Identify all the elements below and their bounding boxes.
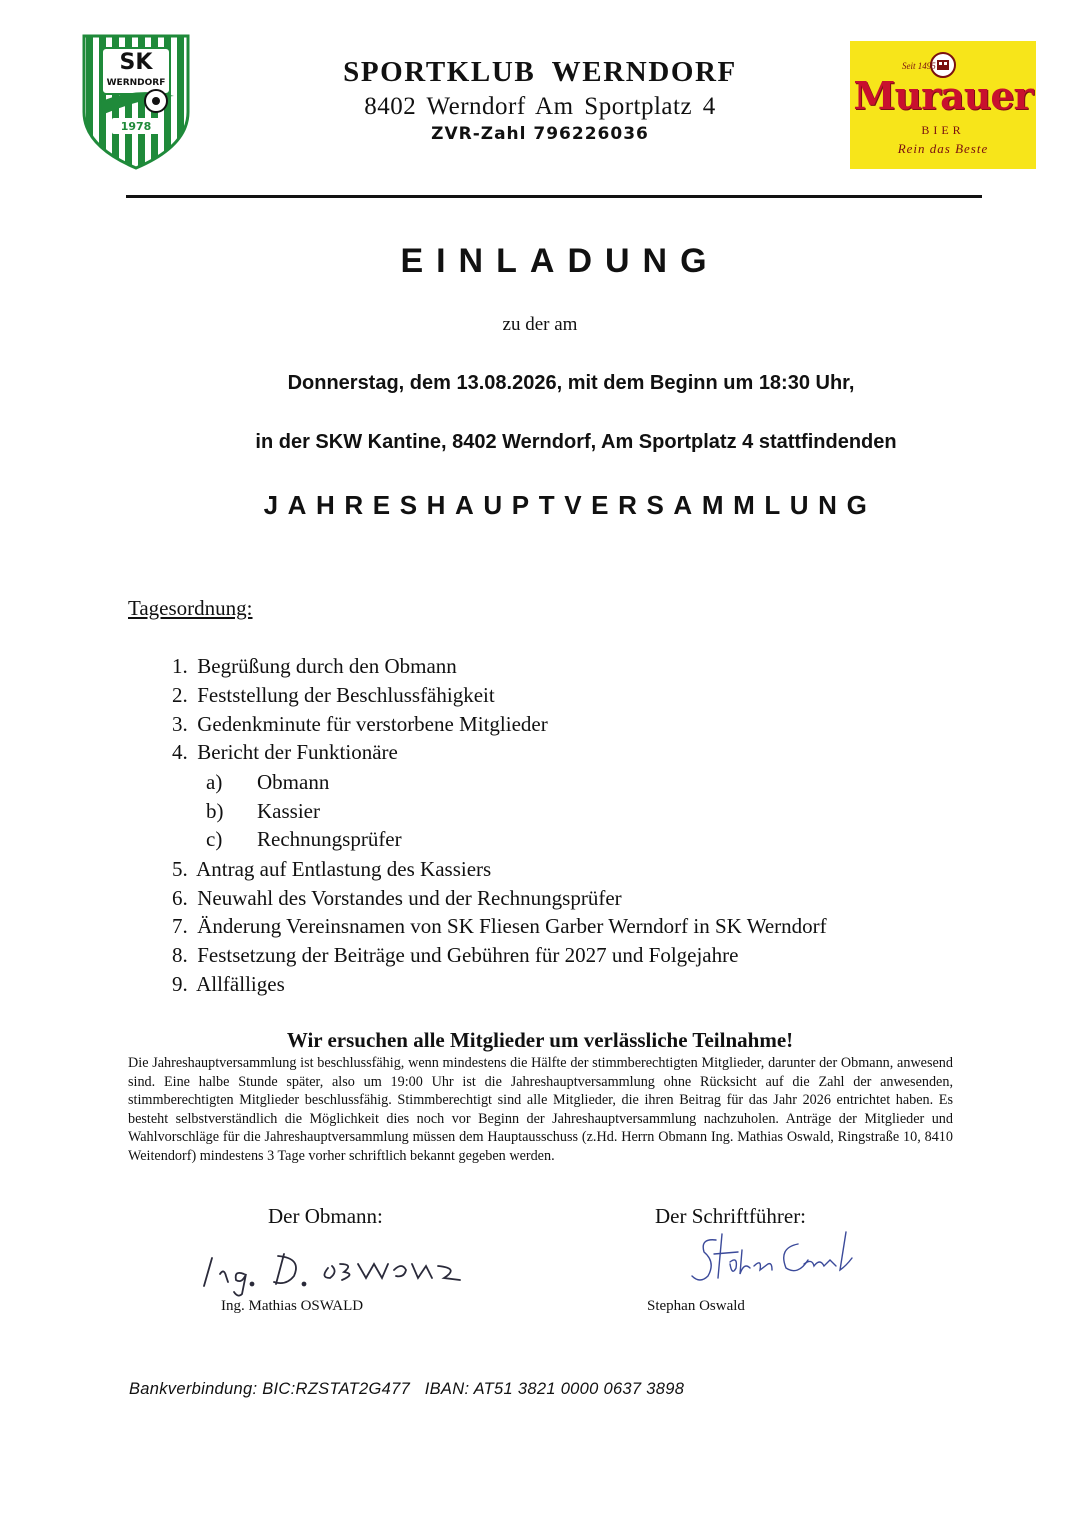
agenda-subitem: c) Rechnungsprüfer — [206, 827, 402, 851]
agenda-item: 4. Bericht der Funktionäre — [172, 740, 398, 764]
club-logo-year: 1978 — [120, 120, 152, 133]
bank-details — [129, 1380, 684, 1399]
secretary-role: Der Schriftführer: — [655, 1204, 807, 1228]
bank-bic: Bankverbindung: BIC:RZSTAT2G477 — [129, 1380, 411, 1398]
sponsor-claim: Rein das Beste — [897, 141, 989, 156]
secretary-signature-icon — [686, 1228, 858, 1290]
bank-iban: IBAN: AT51 3821 0000 0637 3898 — [424, 1380, 685, 1398]
agenda-item: 5. Antrag auf Entlastung des Kassiers — [172, 857, 492, 881]
club-logo-name: WERNDORF — [106, 78, 166, 88]
agenda-subitem: a) Obmann — [206, 770, 330, 794]
invitation-title: EINLADUNG — [400, 242, 720, 280]
agenda-heading: Tagesordnung: — [128, 596, 253, 620]
agenda-item: 3. Gedenkminute für verstorbene Mitglieder — [172, 712, 548, 736]
chairman-role: Der Obmann: — [268, 1204, 383, 1228]
club-zvr-number: ZVR-Zahl 796226036 — [431, 124, 649, 144]
attendance-appeal: Wir ersuchen alle Mitglieder um verlässliche Teilnahme! — [286, 1028, 794, 1052]
chairman-signature-icon — [198, 1238, 468, 1298]
sponsor-seit: Seit 1495 — [902, 61, 936, 71]
assembly-title: JAHRESHAUPTVERSAMMLUNG — [263, 490, 877, 520]
club-logo-initials: SK — [119, 50, 153, 75]
sponsor-logo — [850, 41, 1036, 169]
chairman-name: Ing. Mathias OSWALD — [221, 1298, 364, 1314]
invitation-intro: zu der am — [502, 314, 578, 335]
meeting-date: Donnerstag, dem 13.08.2026, mit dem Beginn um 18:30 Uhr, — [287, 372, 855, 394]
sponsor-sub: BIER — [921, 123, 965, 137]
club-address: 8402 Werndorf Am Sportplatz 4 — [364, 93, 716, 120]
sponsor-brand: Murauer — [853, 73, 1033, 118]
header-divider — [126, 195, 982, 198]
agenda-item: 8. Festsetzung der Beiträge und Gebühren für 2027 und Folgejahre — [172, 943, 739, 967]
agenda-item: 1. Begrüßung durch den Obmann — [172, 654, 457, 678]
agenda-item: 9. Allfälliges — [172, 972, 285, 996]
agenda-item: 2. Feststellung der Beschlussfähigkeit — [172, 683, 495, 707]
quorum-rules-paragraph: Die Jahreshauptversammlung ist beschlussfähig, wenn mindestens die Hälfte der stimmberechtigten Mitglieder, darunter der Obmann, anwesend sind. Eine halbe Stunde später, also um 19:00 Uhr ist die Jahreshauptversammlung ohne Rücksicht auf die Zahl der anwesenden, stimmberechtigten Mitglieder beschlussfähig. Stimmberechtigt sind alle Mitglieder, die ihren Beitrag für das Jahr 2026 entrichtet haben. Es besteht selbstverständlich die Möglichkeit dies noch vor Beginn der Jahreshauptversammlung nachzuholen. Anträge der Mitglieder und Wahlvorschläge für die Jahreshauptversammlung müssen dem Hauptausschuss (z.Hd. Herrn Obmann Ing. Mathias Oswald, Ringstraße 10, 8410 Weitendorf) mindestens 3 Tage vorher schriftlich bekannt gegeben werden. — [128, 1055, 953, 1164]
secretary-name: Stephan Oswald — [647, 1298, 745, 1314]
agenda-item: 7. Änderung Vereinsnamen von SK Fliesen Garber Werndorf in SK Werndorf — [172, 914, 827, 938]
meeting-place: in der SKW Kantine, 8402 Werndorf, Am Sportplatz 4 stattfindenden — [255, 431, 897, 453]
club-logo — [82, 34, 190, 170]
agenda-item: 6. Neuwahl des Vorstandes und der Rechnungsprüfer — [172, 886, 622, 910]
club-name: SPORTKLUB WERNDORF — [343, 56, 737, 88]
agenda-subitem: b) Kassier — [206, 799, 320, 823]
